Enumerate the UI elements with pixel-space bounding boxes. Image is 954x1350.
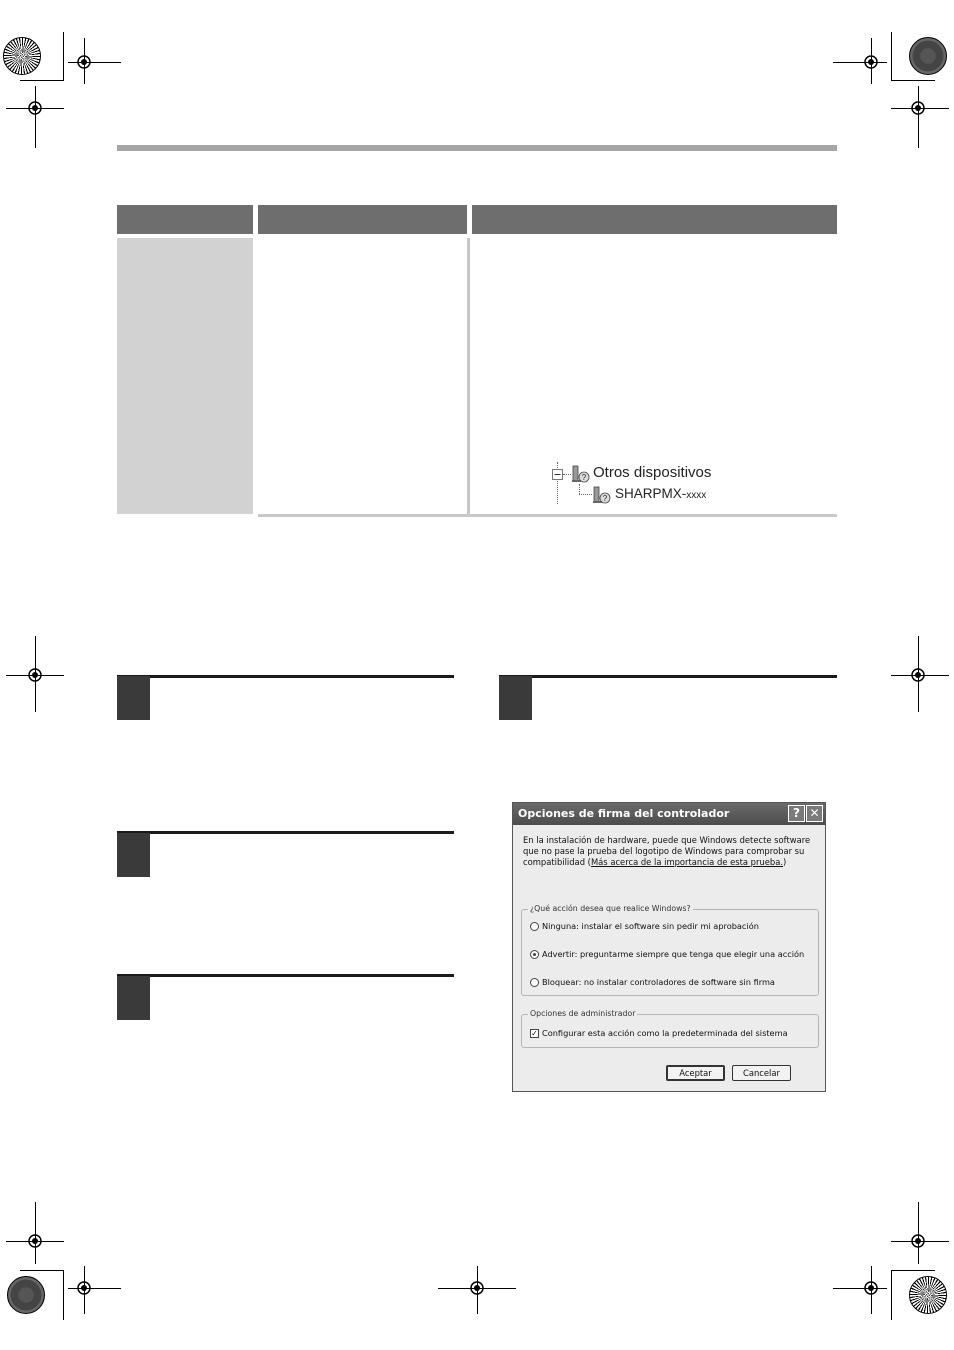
- table-column-divider: [467, 238, 470, 516]
- crop-line: [20, 1270, 64, 1271]
- step-rule: [117, 675, 454, 678]
- option-warn[interactable]: [530, 948, 804, 960]
- crop-line: [891, 1270, 892, 1320]
- svg-text:?: ?: [602, 494, 608, 503]
- dialog-description: [523, 835, 819, 868]
- admin-group: [521, 1009, 819, 1048]
- step-rule: [499, 675, 837, 678]
- dialog-titlebar: [513, 803, 825, 825]
- tree-line: [579, 494, 592, 495]
- accept-button[interactable]: Aceptar: [666, 1065, 725, 1081]
- tree-line: [563, 474, 571, 475]
- unknown-device-icon: [571, 464, 591, 484]
- description-end: ): [783, 857, 787, 867]
- admin-default-checkbox[interactable]: ✓: [531, 1028, 538, 1038]
- admin-group-label: Opciones de administrador: [530, 1009, 636, 1018]
- step-number-marker: [499, 676, 532, 720]
- tree-device-label: [615, 486, 706, 501]
- step-number-marker: [117, 833, 150, 877]
- radio-button[interactable]: [530, 922, 539, 931]
- radio-button[interactable]: [530, 978, 539, 987]
- tree-group-label: Otros dispositivos: [593, 464, 712, 481]
- step-rule: [117, 831, 454, 834]
- radio-button[interactable]: [530, 950, 539, 959]
- registration-target-icon: [907, 1230, 929, 1252]
- help-button[interactable]: ?: [788, 805, 805, 822]
- table-first-column: [117, 238, 253, 514]
- action-group: [521, 904, 819, 996]
- step-number-marker: [117, 676, 150, 720]
- crop-line: [20, 80, 64, 81]
- tree-device-name: SHARPMX-: [615, 486, 687, 501]
- registration-target-icon: [466, 1277, 488, 1299]
- tree-collapse-icon: [552, 469, 563, 480]
- tree-line: [579, 484, 580, 494]
- registration-target-icon: [73, 1277, 95, 1299]
- option-label: Ninguna: instalar el software sin pedir mi aprobación: [542, 921, 759, 931]
- registration-target-icon: [24, 664, 46, 686]
- registration-target-icon: [73, 51, 95, 73]
- registration-target-icon: [24, 97, 46, 119]
- registration-target-icon: [860, 51, 882, 73]
- option-none[interactable]: [530, 920, 759, 932]
- registration-target-icon: [24, 1230, 46, 1252]
- admin-checkbox-label: Configurar esta acción como la predeterminada del sistema: [542, 1028, 788, 1038]
- more-info-link[interactable]: Más acerca de la importancia de esta prueba.: [590, 857, 783, 867]
- step-number-marker: [117, 976, 150, 1020]
- table-header-cell-2: [258, 205, 467, 234]
- admin-default-option[interactable]: [530, 1027, 788, 1039]
- table-header-cell-3: [472, 205, 837, 234]
- registration-target-icon: [907, 97, 929, 119]
- dialog-title: Opciones de firma del controlador: [518, 807, 730, 820]
- registration-target-icon: [907, 664, 929, 686]
- registration-burst-top-left: [3, 37, 41, 75]
- option-label: Advertir: preguntarme siempre que tenga que elegir una acción: [542, 949, 805, 959]
- crop-line: [891, 80, 935, 81]
- step-rule: [117, 974, 454, 977]
- option-block[interactable]: [530, 976, 775, 988]
- option-label: Bloquear: no instalar controladores de software sin firma: [542, 977, 775, 987]
- crop-line: [63, 1270, 64, 1320]
- cancel-button[interactable]: Cancelar: [732, 1065, 791, 1081]
- page-header-rule: [117, 145, 837, 151]
- tree-device-suffix: xxxx: [686, 490, 707, 501]
- driver-signing-dialog: [512, 802, 826, 1092]
- action-group-label: ¿Qué acción desea que realice Windows?: [530, 904, 691, 913]
- registration-target-icon: [860, 1277, 882, 1299]
- registration-burst-top-right: [909, 37, 947, 75]
- description-text: En la instalación de hardware, puede que Windows detecte software que no pase la prueba del logotipo de Windows para comprobar su compatibilidad (: [523, 835, 811, 867]
- unknown-device-icon: [592, 485, 612, 505]
- table-header-cell-1: [117, 205, 253, 234]
- crop-line: [891, 1270, 935, 1271]
- registration-burst-bottom-right: [909, 1276, 947, 1314]
- table-bottom-rule: [258, 514, 837, 517]
- registration-burst-bottom-left: [7, 1276, 45, 1314]
- crop-line: [891, 32, 892, 80]
- crop-line: [63, 32, 64, 80]
- close-button[interactable]: ✕: [806, 805, 823, 822]
- svg-text:?: ?: [581, 473, 587, 482]
